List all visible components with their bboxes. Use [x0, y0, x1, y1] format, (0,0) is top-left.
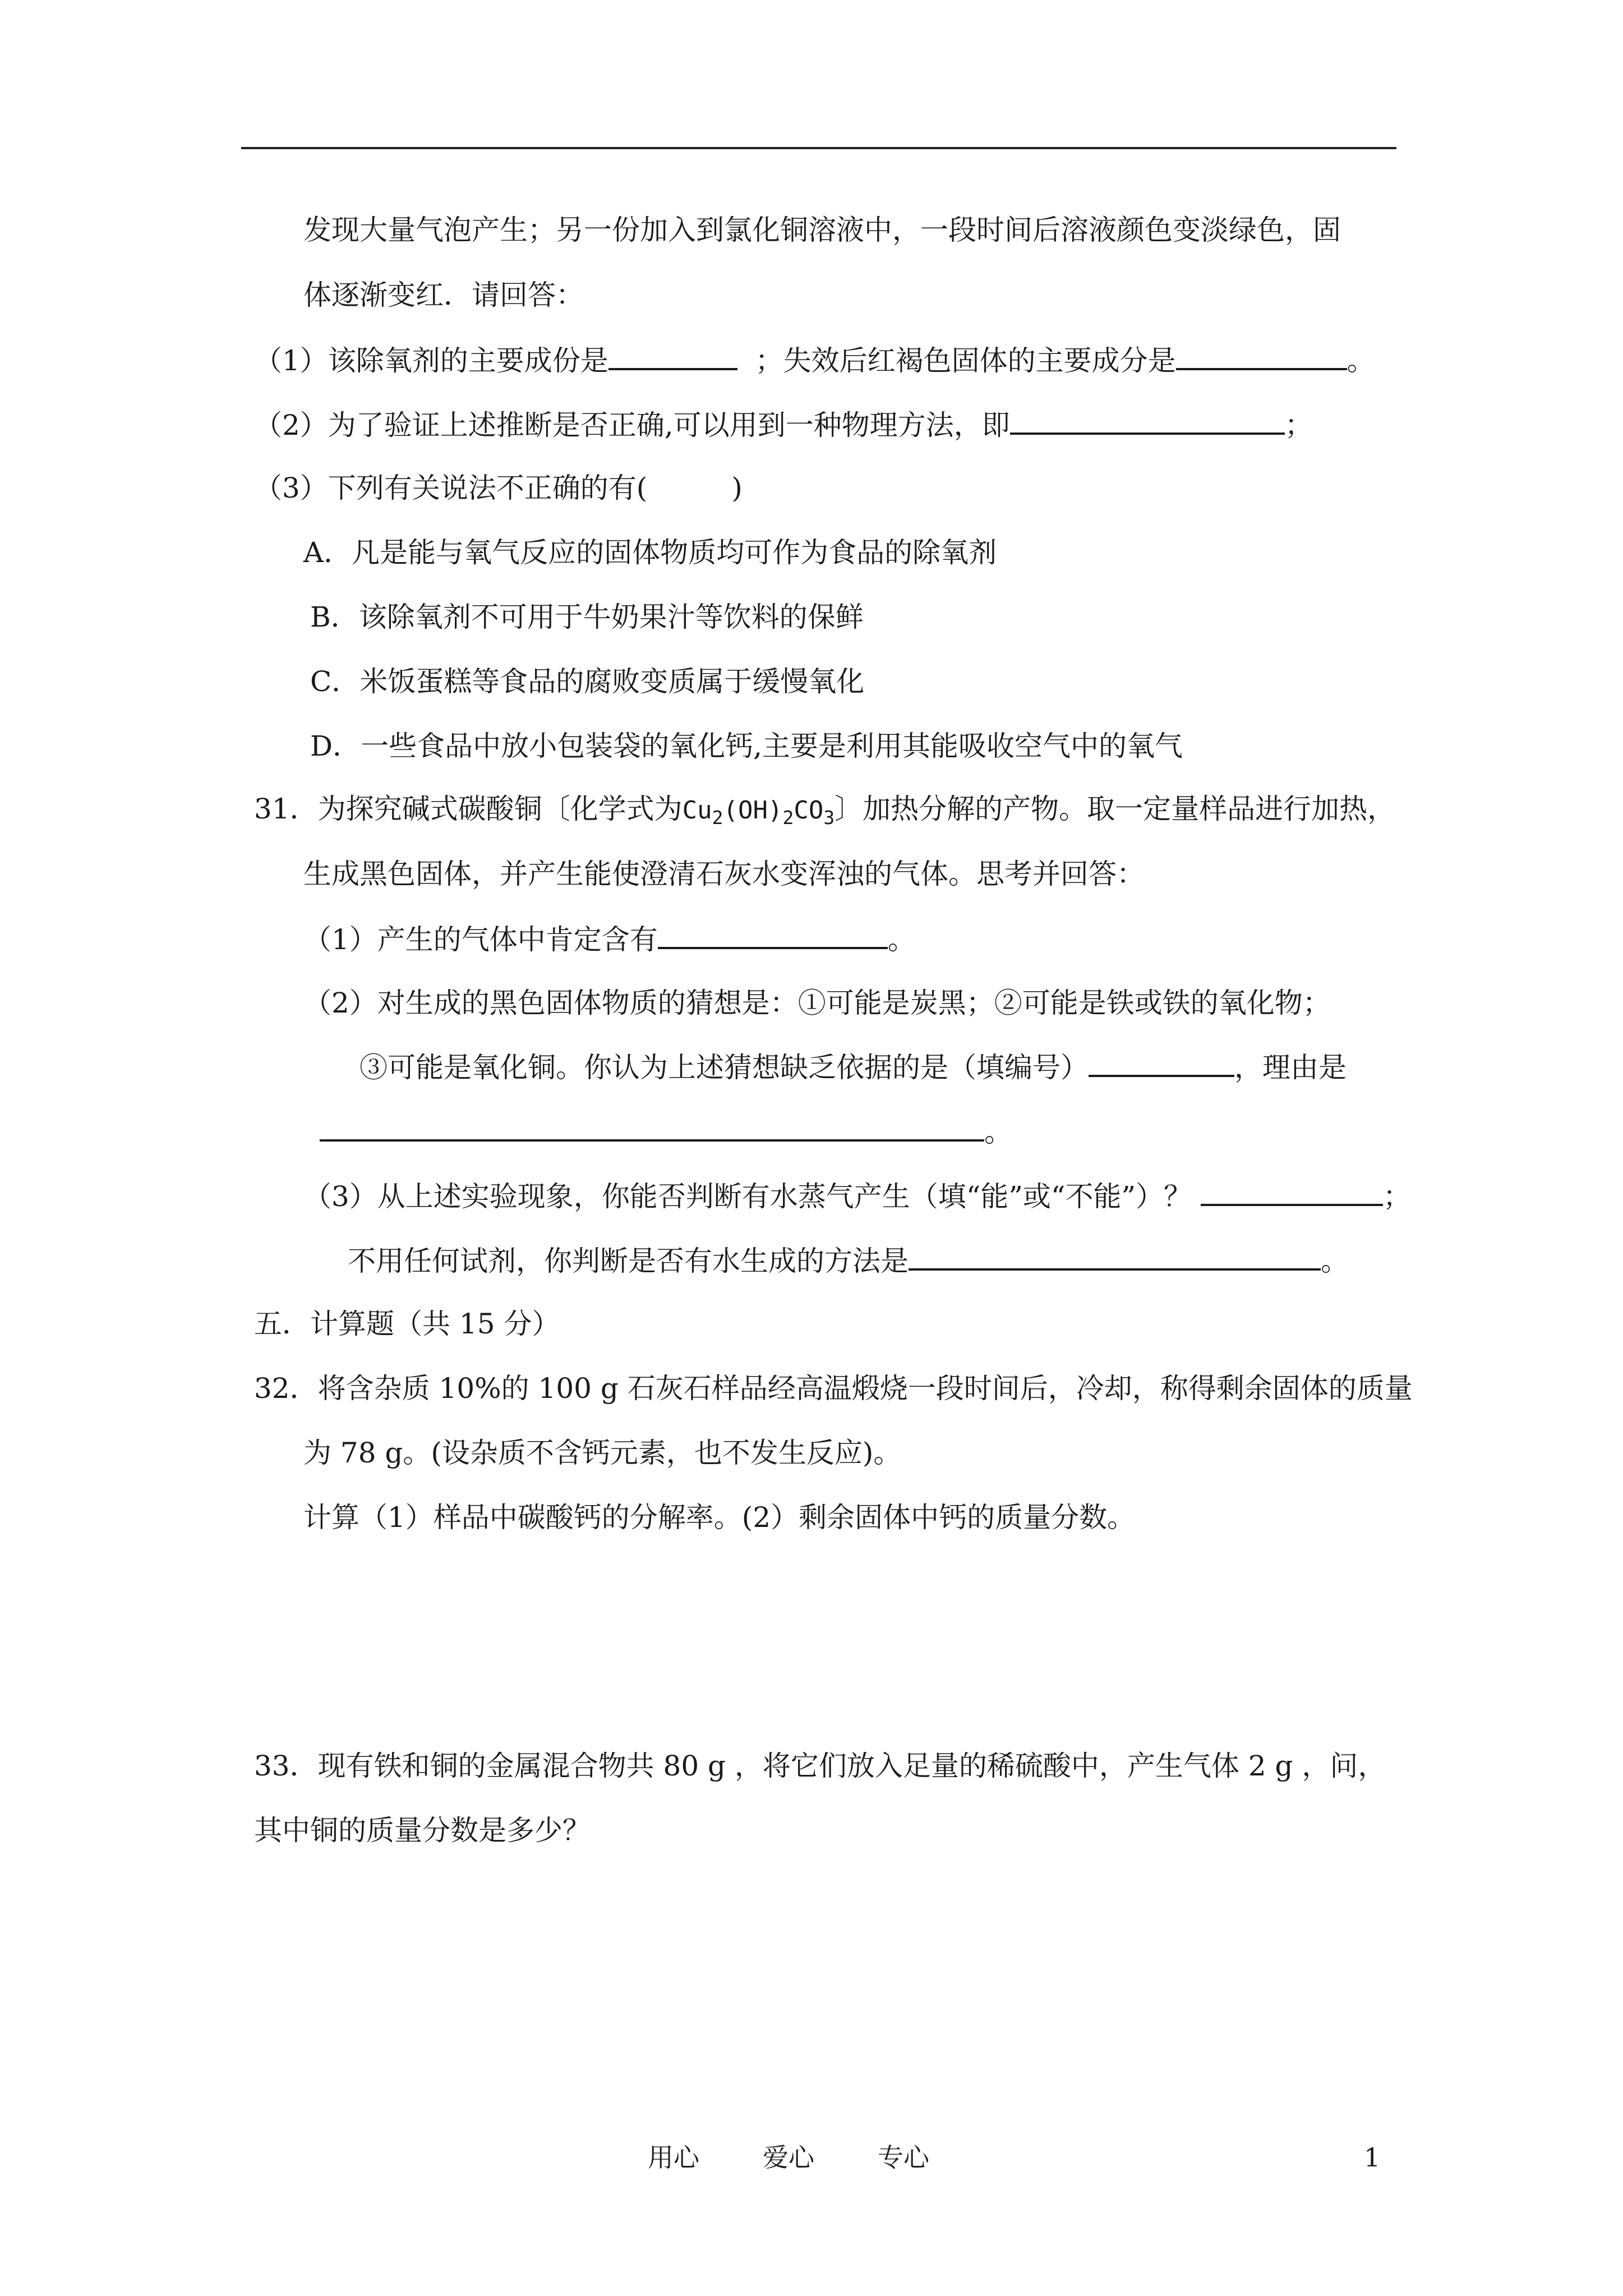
answer-blank[interactable]: [1089, 1049, 1234, 1077]
q31-sub1-end: 。: [887, 923, 916, 956]
q30-option-a: A．凡是能与氧气反应的固体物质均可作为食品的除氧剂: [303, 536, 997, 569]
q30-sub3: （3）下列有关说法不正确的有( ): [254, 472, 743, 504]
q30-sub2: [254, 407, 1313, 442]
formula-sub: 2: [782, 807, 794, 829]
q30-option-d: D．一些食品中放小包装袋的氧化钙,主要是利用其能吸收空气中的氧气: [310, 730, 1183, 762]
q30-sub2-prompt: （2）为了验证上述推断是否正确,可以用到一种物理方法，即: [254, 409, 1010, 441]
q31-sub3-end: ；: [1382, 1180, 1411, 1213]
q31-sub1: [303, 921, 916, 956]
q32-line3: 计算（1）样品中碳酸钙的分解率。(2）剩余固体中钙的质量分数。: [303, 1501, 1136, 1534]
q31-sub3-prompt2: 不用任何试剂，你判断是否有水生成的方法是: [348, 1245, 909, 1277]
q30-sub1: [254, 342, 1375, 378]
q30-option-b: B．该除氧剂不可用于牛奶果汁等饮料的保鲜: [310, 601, 864, 633]
q30-sub1-end: 。: [1347, 344, 1375, 377]
q33-line2: 其中铜的质量分数是多少？: [254, 1814, 591, 1847]
answer-blank[interactable]: [1176, 342, 1347, 370]
q31-sub2-prompt: ③可能是氧化铜。你认为上述猜想缺乏依据的是（填编号）: [359, 1051, 1089, 1084]
page-number: 1: [1364, 2142, 1381, 2173]
q30-text-line2: 体逐渐变红．请回答：: [303, 279, 584, 311]
q30-text-line1: 发现大量气泡产生；另一份加入到氯化铜溶液中，一段时间后溶液颜色变淡绿色，固: [303, 214, 1341, 246]
q31-line2: 生成黑色固体，并产生能使澄清石灰水变浑浊的气体。思考并回答：: [303, 858, 1145, 890]
q31-sub3-end2: 。: [1321, 1245, 1349, 1277]
header-rule: [241, 147, 1396, 149]
q30-option-c: C．米饭蛋糕等食品的腐败变质属于缓慢氧化: [310, 665, 865, 698]
footer-motto-1: 用心: [648, 2142, 699, 2173]
q31-sub2-line2: [359, 1049, 1347, 1084]
formula-co: CO: [794, 796, 824, 825]
q33-line1: 33．现有铁和铜的金属混合物共 80 g ，将它们放入足量的稀硫酸中，产生气体 2 g ，问，: [254, 1750, 1386, 1782]
q31-sub2-end: 。: [984, 1116, 1012, 1148]
formula-sub: 2: [712, 807, 723, 829]
q31-sub1-prompt: （1）产生的气体中肯定含有: [303, 923, 658, 956]
q32-line2: 为 78 g。(设杂质不含钙元素，也不发生反应)。: [303, 1437, 902, 1469]
answer-blank[interactable]: [1010, 407, 1285, 435]
q31-intro-end: 〕加热分解的产物。取一定量样品进行加热，: [834, 793, 1396, 825]
q31-sub2-reason: ，理由是: [1234, 1051, 1347, 1084]
q31-intro: 31．为探究碱式碳酸铜〔化学式为: [254, 793, 683, 825]
answer-blank[interactable]: [1201, 1178, 1383, 1206]
footer-motto-2: 爱心: [763, 2142, 814, 2173]
footer-motto-3: 专心: [878, 2142, 929, 2173]
formula-cu: Cu: [682, 796, 712, 825]
q31-sub3-prompt: （3）从上述实验现象，你能否判断有水蒸气产生（填“能”或“不能”）？: [303, 1180, 1192, 1213]
answer-blank[interactable]: [658, 921, 888, 949]
chemical-formula: [682, 796, 835, 829]
q31-sub3-line1: [303, 1178, 1411, 1213]
q32-line1: 32．将含杂质 10%的 100 g 石灰石样品经高温煅烧一段时间后，冷却，称得剩余固体的质量: [254, 1372, 1413, 1405]
q30-sub1-prompt2: ；失效后红褐色固体的主要成分是: [755, 344, 1176, 377]
q31-sub3-line2: [348, 1243, 1349, 1278]
q31-sub2-line3: [320, 1114, 1012, 1149]
q30-sub1-prompt: （1）该除氧剂的主要成份是: [254, 344, 608, 377]
section-heading: 五．计算题（共 15 分）: [254, 1308, 560, 1340]
answer-blank[interactable]: [608, 342, 737, 370]
q31-line1: [254, 792, 1395, 835]
answer-blank[interactable]: [909, 1243, 1321, 1271]
q30-sub2-end: ；: [1284, 409, 1313, 441]
answer-blank[interactable]: [320, 1114, 984, 1142]
formula-oh: (OH): [723, 796, 783, 825]
q31-sub2-line1: （2）对生成的黑色固体物质的猜想是：①可能是炭黑；②可能是铁或铁的氧化物；: [303, 987, 1331, 1019]
formula-sub: 3: [823, 807, 835, 829]
